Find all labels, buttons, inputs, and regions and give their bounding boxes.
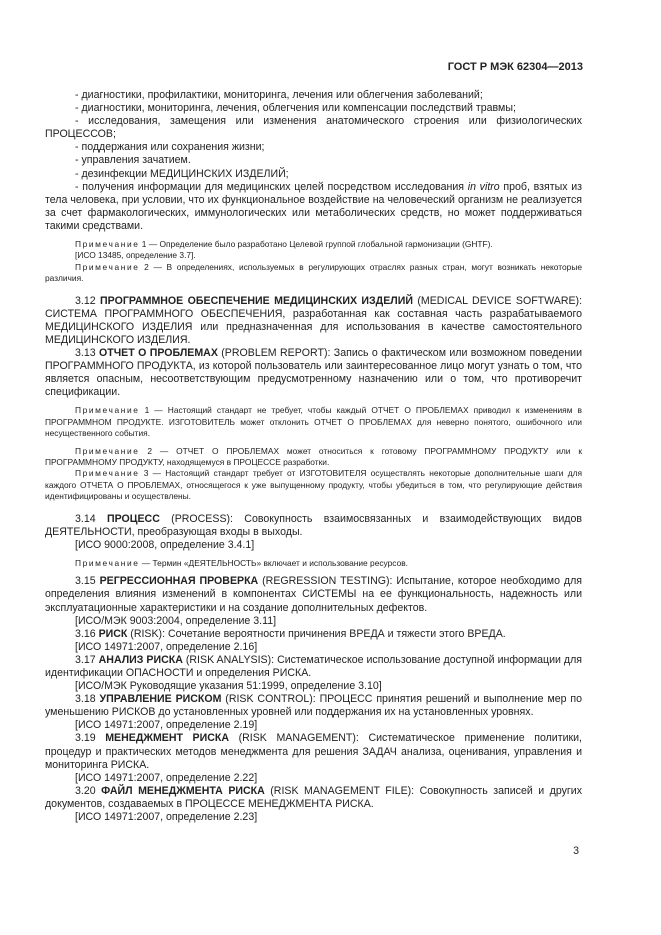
list-item: - получения информации для медицинских целей посредством исследования in vitro проб, взятых из тела человека, при условии, что их функциональное воздействие на человеческий организм не реализуется за счет фармакологических, иммунологических или метаболических средств, но может поддерживаться такими средствами. <box>45 180 582 232</box>
note: Примечание — Термин «ДЕЯТЕЛЬНОСТЬ» включает и использование ресурсов. <box>75 557 409 568</box>
definition-3-12: 3.12 ПРОГРАММНОЕ ОБЕСПЕЧЕНИЕ МЕДИЦИНСКИХ ИЗДЕЛИЙ (MEDICAL DEVICE SOFTWARE): СИСТЕМА ПРОГРАММНОГО ОБЕСПЕЧЕНИЯ, разработанная как составная часть разрабатываемого МЕДИЦИНСКОГО ИЗДЕЛИЯ или предназначенная для использования в качестве самостоятельного МЕДИЦИНСКОГО ИЗДЕЛИЯ. <box>45 294 583 346</box>
note: Примечание 2 — ОТЧЕТ О ПРОБЛЕМАХ может относиться к готовому ПРОГРАММНОМУ ПРОДУКТУ или к ПРОГРАММНОМУ ПРОДУКТУ, находящемуся в ПРОЦЕССЕ разработки. <box>45 445 583 468</box>
definition-3-19: 3.19 МЕНЕДЖМЕНТ РИСКА (RISK MANAGEMENT): Систематическое применение политики, процедур и практических методов менеджмента для решения ЗАДАЧ анализа, оценивания, управления и мониторинга РИСКА. <box>45 732 582 771</box>
definition-reference: [ИСО/МЭК 9003:2004, определение 3.11] <box>75 614 277 627</box>
note: Примечание 2 — В определениях, используемых в регулирующих отраслях разных стран, могут возникать некоторые различия. <box>45 261 582 284</box>
list-item: - исследования, замещения или изменения анатомического строения или физиологических ПРОЦЕССОВ; <box>45 115 582 141</box>
definition-reference: [ИСО 9000:2008, определение 3.4.1] <box>75 538 255 551</box>
definition-3-17: 3.17 АНАЛИЗ РИСКА (RISK ANALYSIS): Систематическое использование доступной информации для идентификации ОПАСНОСТИ и определения РИСКА. <box>45 653 583 679</box>
definition-3-20: 3.20 ФАЙЛ МЕНЕДЖМЕНТА РИСКА (RISK MANAGEMENT FILE): Совокупность записей и других документов, создаваемых в ПРОЦЕССЕ МЕНЕДЖМЕНТА РИСКА. <box>45 784 582 810</box>
definition-3-15: 3.15 РЕГРЕССИОННАЯ ПРОВЕРКА (REGRESSION TESTING): Испытание, которое необходимо для определения влияния изменений в компонентах СИСТЕМЫ на ее функциональность, надежность или эксплуатационные характеристики и на создание дополнительных дефектов. <box>45 575 583 614</box>
document-body <box>45 89 582 824</box>
note-reference: [ИСО 13485, определение 3.7]. <box>75 250 196 261</box>
list-item: - дезинфекции МЕДИЦИНСКИХ ИЗДЕЛИЙ; <box>75 167 289 180</box>
definition-3-16: 3.16 РИСК (RISK): Сочетание вероятности причинения ВРЕДА и тяжести этого ВРЕДА. <box>75 627 506 640</box>
list-item: - диагностики, профилактики, мониторинга, лечения или облегчения заболеваний; <box>75 89 483 101</box>
definition-reference: [ИСО 14971:2007, определение 2.23] <box>75 811 258 824</box>
definition-3-13: 3.13 ОТЧЕТ О ПРОБЛЕМАХ (PROBLEM REPORT): Запись о фактическом или возможном поведении ПРОГРАММНОГО ПРОДУКТА, из которой пользователь или заинтересованное лицо могут узнать о том, что является опасным, несоответствующим предусмотренному назначению или о том, что противоречит спецификации. <box>45 347 583 399</box>
definition-3-18: 3.18 УПРАВЛЕНИЕ РИСКОМ (RISK CONTROL): ПРОЦЕСС принятия решений и выполнение мер по уменьшению РИСКОВ до установленных уровней или поддержания их на установленных уровнях. <box>45 693 583 719</box>
note: Примечание 1 — Определение было разработано Целевой группой глобальной гармонизации (GHTF). <box>75 239 493 250</box>
standard-header: ГОСТ Р МЭК 62304—2013 <box>447 61 583 73</box>
list-item: - диагностики, мониторинга, лечения, облегчения или компенсации последствий травмы; <box>75 102 516 115</box>
list-item: - поддержания или сохранения жизни; <box>75 141 265 154</box>
note: Примечание 1 — Настоящий стандарт не требует, чтобы каждый ОТЧЕТ О ПРОБЛЕМАХ приводил к изменениям в ПРОГРАММНОМ ПРОДУКТЕ. ИЗГОТОВИТЕЛЬ может отклонить ОТЧЕТ О ПРОБЛЕМАХ для неверно понятого, ошибочного или несущественного события. <box>45 405 582 439</box>
page-number: 3 <box>573 845 579 857</box>
definition-reference: [ИСО 14971:2007, определение 2.16] <box>75 640 258 653</box>
note: Примечание 3 — Настоящий стандарт требует от ИЗГОТОВИТЕЛЯ осуществлять некоторые дополнительные шаги для каждого ОТЧЕТА О ПРОБЛЕМАХ, относящегося к уже выпущенному продукту, чтобы убедиться в том, что регулирующие действия идентифицированы и осуществлены. <box>45 468 583 502</box>
list-item: - управления зачатием. <box>75 154 191 167</box>
definition-reference: [ИСО 14971:2007, определение 2.19] <box>75 719 258 732</box>
definition-reference: [ИСО 14971:2007, определение 2.22] <box>75 771 258 784</box>
definition-3-14: 3.14 ПРОЦЕСС (PROCESS): Совокупность взаимосвязанных и взаимодействующих видов ДЕЯТЕЛЬНОСТИ, преобразующая входы в выходы. <box>45 512 582 538</box>
definition-reference: [ИСО/МЭК Руководящие указания 51:1999, определение 3.10] <box>75 680 382 693</box>
